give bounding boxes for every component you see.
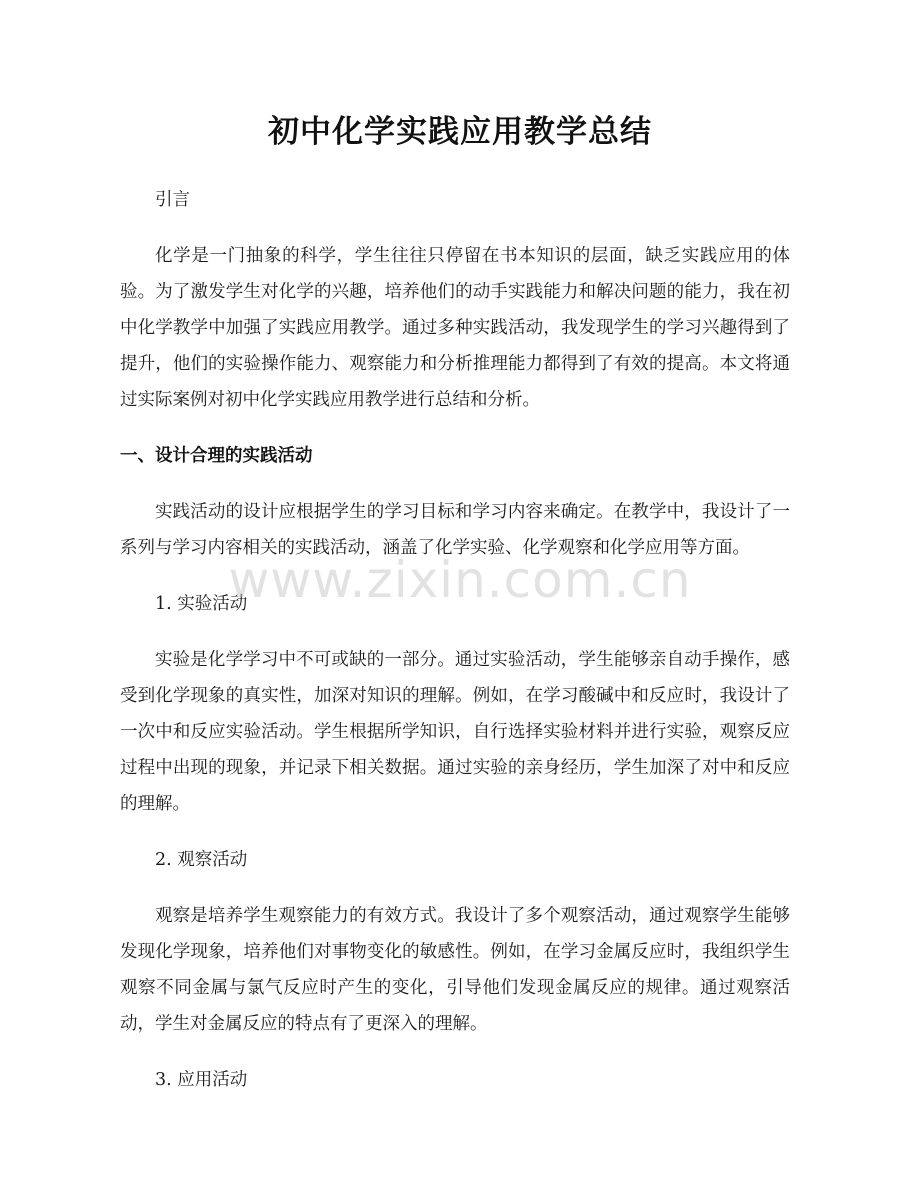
section-paragraph: 实践活动的设计应根据学生的学习目标和学习内容来确定。在教学中，我设计了一系列与学习内容相关的实践活动，涵盖了化学实验、化学观察和化学应用等方面。 — [120, 502, 790, 558]
subsection-label-application: 3. 应用活动 — [155, 1070, 248, 1090]
document-title: 初中化学实践应用教学总结 — [268, 114, 652, 150]
intro-label: 引言 — [155, 190, 190, 210]
intro-paragraph: 化学是一门抽象的科学，学生往往只停留在书本知识的层面，缺乏实践应用的体验。为了激发学生对化学的兴趣，培养他们的动手实践能力和解决问题的能力，我在初中化学教学中加强了实践应用教学。通过多种实践活动，我发现学生的学习兴趣得到了提升，他们的实验操作能力、观察能力和分析推理能力都得到了有效的提高。本文将通过实际案例对初中化学实践应用教学进行总结和分析。 — [120, 246, 790, 410]
section-heading: 一、设计合理的实践活动 — [120, 446, 313, 466]
subsection-label-observation: 2. 观察活动 — [155, 850, 248, 870]
watermark: www.zixin.com.cn — [228, 551, 692, 609]
subsection-paragraph-observation: 观察是培养学生观察能力的有效方式。我设计了多个观察活动，通过观察学生能够发现化学现象，培养他们对事物变化的敏感性。例如，在学习金属反应时，我组织学生观察不同金属与氯气反应时产生的变化，引导他们发现金属反应的规律。通过观察活动，学生对金属反应的特点有了更深入的理解。 — [120, 906, 790, 1034]
document-body — [120, 182, 790, 1118]
subsection-paragraph-experiment: 实验是化学学习中不可或缺的一部分。通过实验活动，学生能够亲自动手操作，感受到化学现象的真实性，加深对知识的理解。例如，在学习酸碱中和反应时，我设计了一次中和反应实验活动。学生根据所学知识，自行选择实验材料并进行实验，观察反应过程中出现的现象，并记录下相关数据。通过实验的亲身经历，学生加深了对中和反应的理解。 — [120, 650, 790, 814]
subsection-label-experiment: 1. 实验活动 — [155, 594, 248, 614]
